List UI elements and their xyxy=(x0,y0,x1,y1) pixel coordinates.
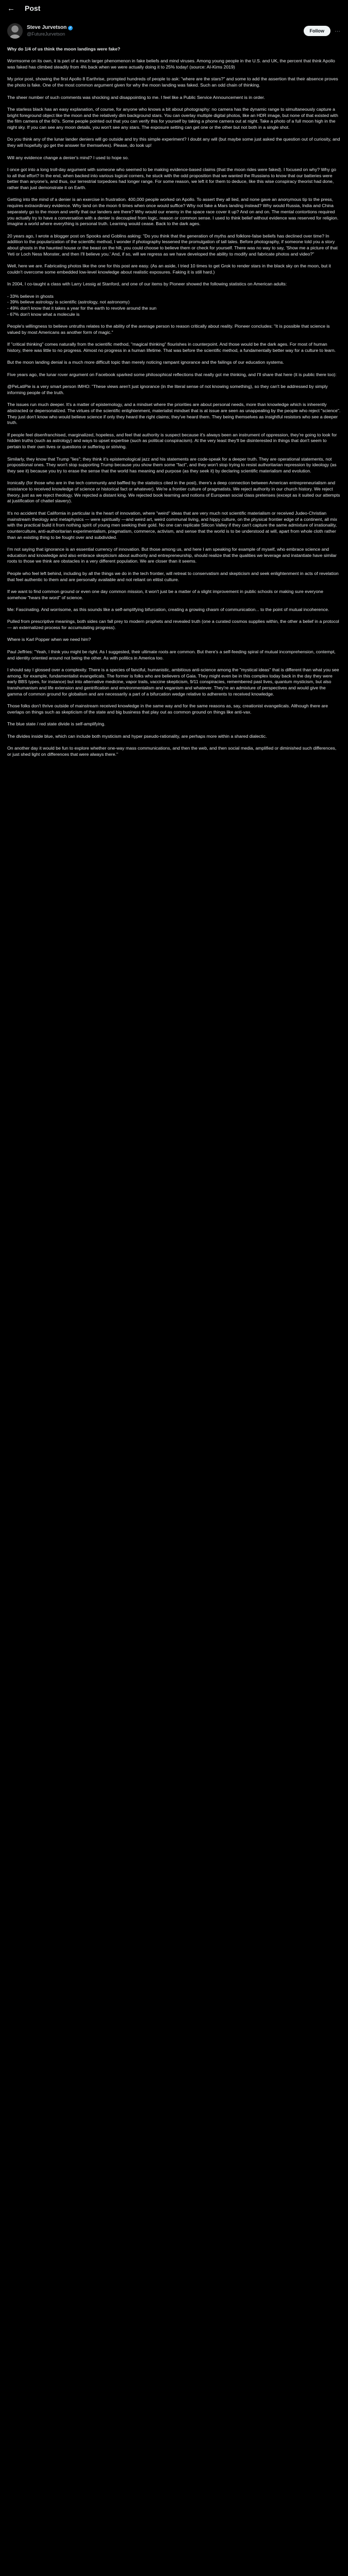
tweet-paragraph: 20 years ago, I wrote a blogger post on Spooks and Goblins asking: "Do you think that the generation of myths and folklore-false beliefs has declined over time? In addition to the popularization of the scientific method, I wonder if photography lessened the promulgation of tall tales. Before photography, if someone told you a story about ghosts in the haunted house or the beast on the hill, you could choose to believe them or check for yourself. There was no way to say, 'Show me a picture of that Yeti or Loch Ness Monster, and then I'll believe you.' And, if so, will we regress as we have developed the ability to modify and fabricate photos and video?" xyxy=(7,233,338,257)
tweet-paragraph: Paul Jeffries: "Yeah, I think you might be right. As I suggested, their ultimate roots are common. But there's a self-feeding spiral of mutual incomprehension, contempt, and identity oriented around not being the other. As with politics in America too. xyxy=(7,649,336,660)
tweet-paragraph: If "critical thinking" comes naturally from the scientific method, "magical thinking" flourishes in counterpoint. And those would be the dark ages. For most of human history, there was little to no progress. Almost no progress in a human lifetime. That was before the scientific method, a fundamentally better way for a culture to learn. xyxy=(7,342,336,353)
tweet-paragraph: The issues run much deeper. It's a matter of epistemology, and a mindset where the priorities are about personal needs, more than knowledge which is inherently abstracted or depersonalized. The virtues of the scientific enlightenment, materialist mindset that is at issue are seen as unappealing by the people who reject "science". They just don't know who would believe science if only they heard the right claims; they've heard them. They being themselves as insightful resistors who see a deeper truth. xyxy=(7,402,341,426)
tweet-body xyxy=(7,46,341,764)
tweet-paragraph: Where is Karl Popper when we need him? xyxy=(7,637,91,642)
tweet-paragraph: Five years ago, the lunar rover argument on Facebook sparked some philosophical reflections that really got me thinking, and I'll share that here (it is public there too): xyxy=(7,371,337,377)
tweet-paragraph: The starless black has an easy explanation, of course, for anyone who knows a bit about photography: no camera has the dynamic range to simultaneously capture a bright foreground object like the moon and the relatively dim background stars. You can overlay multiple digital photos, like an HDR image, but none of that existed with the film camera of the 60's. Some people pointed out that you can verify this for yourself by taking a phone camera out at night. Take a photo of a full moon high in the night sky. If you can see any moon details, you won't see any stars. The exposure setting can get one or the other but not both in a single shot. xyxy=(7,106,338,130)
tweet-paragraph: - 33% believe in ghosts - 39% believe astrology is scientific (astrology, not astronomy) - 49% don't know that it takes a year for the earth to revolve around the sun - 67% don't know what a molecule is xyxy=(7,293,157,317)
tweet-paragraph: The blue state / red state divide is self-amplifying. xyxy=(7,721,106,727)
tweet-paragraph: Those folks don't thrive outside of mainstream received knowledge in the same way and for the same reasons as, say, creationist evangelicals. Although there are overlaps on things such as skepticism of the state and big business that play out as common ground on things like anti-vax. xyxy=(7,703,328,715)
tweet-paragraph: In 2004, I co-taught a class with Larry Lessig at Stanford, and one of our items by Pioneer showed the following statistics on American adults: xyxy=(7,281,287,287)
verified-badge-icon: ✓ xyxy=(69,26,72,30)
tweet-paragraph: Do you think any of the lunar lander deniers will go outside and try this simple experiment? I doubt any will (but maybe some just asked the question out of curiosity, and they will hopefully go get the answer for themselves). Please, do look up! xyxy=(7,137,340,148)
tweet-paragraph: It's no accident that California in particular is the heart of innovation, where "weird" ideas that are very much not scientific materialism or received Judeo-Christian mainstream theology and metaphysics — were spiritually —and weird art, weird communal living, and hippy culture, on the physical frontier edge of a continent, all mix with the practical build it from nothing spirit of young men seeking their gold. No one can replicate Silicon Valley if they can't capture the same admixture of irrationality, counterculture, anti-authoritarian experimentalism, pragmatism, commerce, activism, and sense that the world is to be understood at will, apart from whole cloth rather than an existing thing to be fought over and subdivided. xyxy=(7,510,337,540)
author-names xyxy=(27,25,73,37)
tweet-paragraph: I'm not saying that ignorance is an essential currency of innovation. But those among us, and here I am speaking for example of myself, who embrace science and education and knowledge and also embrace skepticism about authority and entrepreneurship, should realize that the qualities we leverage and instantiate have similar roots to those we think are obstacles in a very different population. We are closer than it seems. xyxy=(7,547,337,564)
tweet-paragraph: Getting into the mind of a denier is an exercise in frustration. 400,000 people worked on Apollo. To assert they all lied, and none gave an anonymous tip to the press, requires extraordinary evidence. Why land on the moon 6 times when once would suffice? Why not fake a Mars landing instead? Why would Russia, India and China separately go to the moon and verify that our landers are there? Why would our enemy in the space race cover it up? And on and on. The mental contortions required you actually try to have a conversation with a denier is decoupled from logic, reason or common sense. I used to think belief without evidence was reserved for religion. Imagine a world where everything is personal truth. Learning would cease. Back to the dark ages. xyxy=(7,197,339,227)
avatar[interactable] xyxy=(7,23,23,39)
tweet-paragraph: Ironically (for those who are in the tech community and baffled by the statistics cited in the post), there's a deep connection between American entrepreneurialism and resistance to received knowledge of science or historical fact or whatever). We're a frontier culture of pragmatists. We reject authority in our church history. We reject theory, just as we reject theology. We rejected a distant king. We rejected book learning and notions of European social class pretenses (except as it suited our attempts at justification of chattel slavery). xyxy=(7,480,340,504)
back-arrow-icon[interactable]: ← xyxy=(7,4,15,13)
tweet-paragraph: People's willingness to believe untruths relates to the ability of the average person to reason critically about reality. Pioneer concludes: "It is possible that science is valued by most Americans as another form of magic." xyxy=(7,324,330,335)
tweet-paragraph: Me: Fascinating. And worrisome, as this sounds like a self-amplifying bifurcation, creating a growing chasm of communication... to the point of mutual incoherence. xyxy=(7,606,329,612)
tweet-paragraph: The divides inside blue, which can include both mysticism and hyper pseudo-rationality, are perhaps more within a shared dialectic. xyxy=(7,733,267,739)
tweet-paragraph: Will any evidence change a denier's mind? I used to hope so. xyxy=(7,155,129,160)
tweet-paragraph: People who feel left behind, including by all the things we do in the tech frontier, will retreat to conservatism and skepticism and seek enlightenment in acts of revelation that feel authentic to them and are personally available and not reliant on elitist culture. xyxy=(7,570,339,582)
tweet-paragraph: @PeLatiPie is a very smart person IMHO: "These views aren't just ignorance (in the literal sense of not knowing something), so they can't be addressed by simply informing people of the truth. xyxy=(7,384,328,395)
tweet-paragraph: Wormsome on its own, it is part of a much larger phenomenon in fake beliefs and mind viruses. Among young people in the U.S. and UK, the percent that think Apollo was faked has climbed steadily from 4% back when we were actually doing it to 25% today! (source: AI-Kims 2019) xyxy=(7,58,335,70)
more-options-icon[interactable]: ⋯ xyxy=(335,28,341,35)
tweet-paragraph: The sheer number of such comments was shocking and disappointing to me. I feel like a Public Service Announcement is in order. xyxy=(7,94,265,100)
page-title: Post xyxy=(25,4,41,12)
tweet-paragraph: On another day it would be fun to explore whether one-way mass communications, and then the web, and then social media, amplified or diminished such differences, or just shed light on differences that were always there." xyxy=(7,745,337,757)
user-handle[interactable]: @FutureJurvetson xyxy=(27,31,65,37)
follow-button[interactable]: Follow xyxy=(304,26,331,36)
display-name-text: Steve Jurvetson xyxy=(27,25,67,30)
tweet-paragraph: Well, here we are. Fabricating photos like the one for this post are easy. (As an aside, I tried 10 times to get Grok to render stars in the black sky on the moon, but it couldn't overcome some embedded low-level knowledge about realistic exposures. Faking it is still hard.) xyxy=(7,263,331,275)
tweet-paragraph: I should say I glossed over a complexity. There is a species of fanciful, humanistic, ambitious anti-science among the "mystical ideas" that is different than what you see among, for example, fundamentalist evangelicals. The former is folks who are believers of Gaia. They might even be in this complex today back in the day they were early BBS types, for instance) but into alternative medicine, vapor trails, vaccine skepticism, 9/11 conspiracies, remembered past lives, quantum mysticism, but also transhumanism and life extension and gentrification and environmentalism and veganism and whatever. They're an admixture of perspectives and would give the gamma of common ground for globalism and are necessarily a part of a bifurcation wedge relative to adherents to received knowledge. xyxy=(7,667,339,697)
author-row xyxy=(7,21,341,41)
tweet-paragraph: If people feel disenfranchised, marginalized, hopeless, and feel that authority is suspect because it's always been an instrument of oppression, they're going to look for hidden truths (such as astrology) and ways to upset expertise (such as political conspiracism). At the very least they'll be disinterested in things that don't seem to pertain to their own lives or questions or suffering or striving. xyxy=(7,432,337,450)
tweet-paragraph: Why do 1/4 of us think the moon landings were fake? xyxy=(7,46,121,52)
tweet-paragraph: My prior post, showing the first Apollo 8 Earthrise, prompted hundreds of people to ask: "where are the stars?" and some to add the assertion that their absence proves the photo is fake. One of the most common argument given for why the moon landing was faked. Such an odd chain of thinking. xyxy=(7,76,338,88)
tweet-paragraph: If we want to find common ground or even one day common mission, it won't just be a matter of a slight improvement in public schools or making sure everyone somehow "hears the word" of science. xyxy=(7,588,323,600)
tweet-paragraph: I once got into a long troll-day argument with someone who seemed to be making evidence-based claims (that the moon rides were faked). I focused on why? Why go to all that effort? In the end, when backed into various logical corners, he stuck with the odd proposition that we wanted the Russians to know that our batteries were better than anyone's, and thus, our terrestrial torpedoes had longer range. For some reason, we left it for them to deduce, like this wise conspiracy theorist had done, rather than just demonstrate it on Earth. xyxy=(7,166,336,191)
tweet-paragraph: But the moon landing denial is a much more difficult topic than merely noticing rampant ignorance and the failings of our education systems. xyxy=(7,360,284,365)
top-bar xyxy=(0,0,348,16)
tweet-paragraph: Pulled from prescriptive meanings, both sides can fall prey to modern prophets and revealed truth (one a curated cosmos supplies within, the other a belief in a protocol — an externalized process for accumulating progress). xyxy=(7,619,339,631)
tweet-paragraph: Similarly, they know that Trump "lies"; they think it's epistemological jazz and his statements are code-speak for a deeper truth. They are operational statements, not propositional ones. They won't stop supporting Trump because you show them some "fact", and they won't stop trying to resist authoritarian repression by ideology (as they see it) because you try to erase the sense that the world has meaning and purpose (as they seek it) by declaring scientific materialism and evolution. xyxy=(7,456,337,473)
display-name[interactable] xyxy=(27,25,73,31)
